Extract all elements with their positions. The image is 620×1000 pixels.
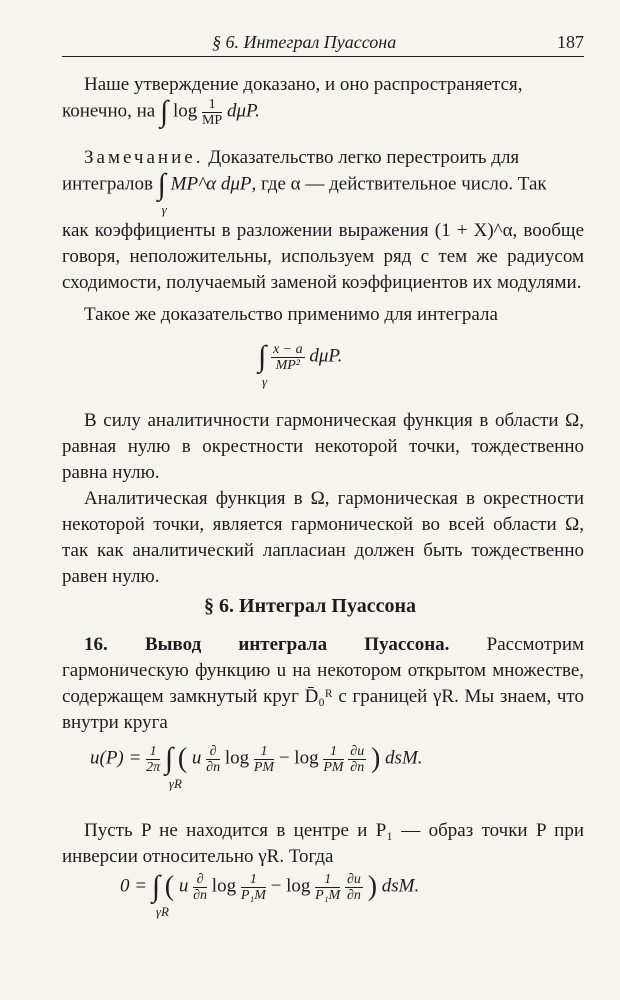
left-paren: ( (164, 871, 175, 902)
paragraph-6: Аналитическая функция в Ω, гармоническая в окрестности некоторой точки, является гармонической во всей области Ω, так как аналитический лапласиан должен быть тождественно равен нулю. (62, 488, 584, 587)
p2-line2 (62, 168, 547, 217)
frac-num: 1 (315, 872, 340, 888)
frac-den: ∂n (347, 887, 361, 903)
running-header (62, 30, 584, 57)
p2-start: интегралов (62, 173, 153, 195)
page-number: 187 (557, 32, 584, 52)
integral-sign: ∫ γ (258, 340, 268, 389)
d-dn-fraction (193, 872, 207, 903)
mp-alpha-text: MP^α dμP (170, 173, 252, 195)
fraction-1-mp (202, 97, 222, 128)
frac-num: ∂ (193, 872, 207, 888)
p1-line2 (62, 95, 260, 129)
right-paren: ) (367, 871, 378, 902)
formula-3 (258, 340, 343, 389)
integral-sign: ∫ γ (157, 168, 167, 217)
minus-log-text: − log (278, 747, 319, 769)
f4-left: u(P) = (90, 747, 142, 769)
du-dn-fraction (345, 872, 363, 903)
frac-den: PM (253, 759, 275, 775)
p1-line2-text: конечно, на (62, 100, 156, 122)
one-p1m-fraction-2 (315, 872, 340, 903)
formula-zero (120, 870, 420, 919)
left-paren: ( (177, 743, 188, 774)
gamma-limit: γ (161, 202, 167, 217)
right-paren: ) (370, 743, 381, 774)
frac-den: PM (323, 759, 344, 775)
section-title: § 6. Интеграл Пуассона (204, 595, 416, 617)
f5-left: 0 = (120, 875, 148, 897)
ds-text: dsM. (385, 747, 423, 769)
integral-sign: ∫ (159, 95, 169, 128)
frac-num: 1 (146, 744, 160, 760)
fraction-x-a (271, 342, 305, 373)
one-pm-fraction (254, 744, 274, 775)
log-text: log (224, 747, 250, 769)
d-dn-fraction (206, 744, 220, 775)
coef-fraction (146, 744, 160, 775)
p1-line1: Наше утверждение доказано, и оно распространяется, (84, 74, 523, 95)
u-text: u (191, 747, 202, 769)
frac-num: 1 (202, 97, 222, 113)
frac-num: x − a (272, 341, 303, 357)
frac-num: ∂u (350, 743, 365, 759)
formula-poisson (90, 742, 423, 791)
gamma-r-limit: γR (168, 776, 182, 791)
log-text: log (172, 100, 198, 122)
paragraph-4: Такое же доказательство применимо для интеграла (84, 304, 498, 325)
ds-text: dsM. (381, 875, 420, 897)
remark-text: Доказательство легко перестроить для (208, 147, 520, 168)
frac-num: 1 (323, 744, 343, 760)
frac-den: MP (201, 112, 223, 128)
paragraph-7 (62, 632, 584, 736)
frac-num: 1 (241, 872, 266, 888)
integral-sign: ∫ γR (164, 742, 182, 791)
one-p1m-fraction (241, 872, 266, 903)
remark-word: Замечание. (84, 147, 204, 168)
frac-den: P₁M (240, 887, 266, 903)
frac-den: P₁M (315, 887, 341, 903)
frac-den: ∂n (350, 759, 365, 775)
gamma-limit: γ (262, 374, 268, 389)
integral-sign: ∫ γR (151, 870, 169, 919)
u-text: u (178, 875, 189, 897)
frac-num: ∂u (347, 871, 361, 887)
frac-den: ∂n (206, 759, 221, 775)
log-text: log (211, 875, 237, 897)
frac-den: ∂n (193, 887, 208, 903)
paragraph-8: Пусть P не находится в центре и P₁ — образ точки P при инверсии относительно γR. Тогда (62, 820, 584, 867)
subsection-title: 16. Вывод интеграла Пуассона. (84, 634, 450, 655)
measure-text: dμP. (309, 345, 343, 367)
du-dn-fraction (348, 744, 366, 775)
one-pm-fraction-2 (323, 744, 343, 775)
gamma-r-limit: γR (155, 904, 169, 919)
measure-text: dμP. (226, 100, 260, 122)
p2-end: , где α — действительное число. Так (251, 173, 547, 195)
header-title: § 6. Интеграл Пуассона (212, 32, 397, 52)
frac-num: 1 (254, 744, 274, 760)
minus-log-text: − log (270, 875, 311, 897)
frac-den: 2π (146, 759, 161, 775)
frac-num: ∂ (206, 744, 220, 760)
frac-den: MP² (275, 357, 301, 373)
p7-text: Рассмотрим гармоническую функцию u на некотором открытом множестве, содержащем замкнутый круг D̄₀ᴿ с границей γR. Мы знаем, что внутри круга (62, 634, 585, 733)
paragraph-5: В силу аналитичности гармоническая функция в области Ω, равная нулю в окрестности некоторой точки, тождественно равна нулю. (62, 410, 584, 483)
paragraph-3: как коэффициенты в разложении выражения (1 + X)^α, вообще говоря, неположительны, используем ряд с тем же радиусом сходимости, получаемый заменой коэффициентов их модулями. (62, 220, 584, 293)
